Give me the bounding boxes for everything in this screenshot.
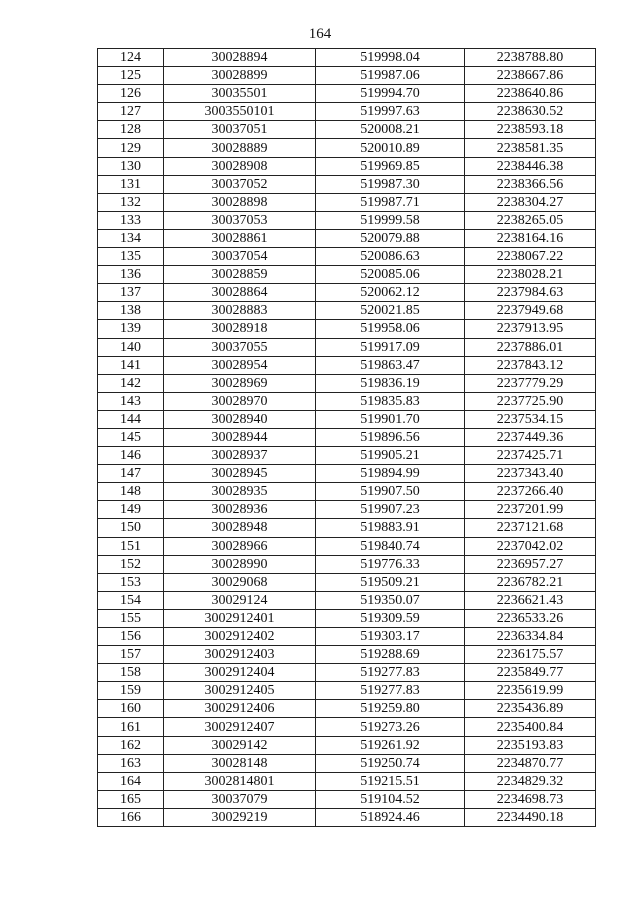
row-number-cell: 131 bbox=[98, 175, 164, 193]
point-code-cell: 30028898 bbox=[164, 193, 316, 211]
point-code-cell: 30028944 bbox=[164, 428, 316, 446]
point-code-cell: 30028945 bbox=[164, 465, 316, 483]
y-coordinate-cell: 2236175.57 bbox=[465, 646, 596, 664]
point-code-cell: 3002912401 bbox=[164, 609, 316, 627]
x-coordinate-cell: 519917.09 bbox=[316, 338, 465, 356]
y-coordinate-cell: 2237425.71 bbox=[465, 447, 596, 465]
x-coordinate-cell: 519835.83 bbox=[316, 392, 465, 410]
table-row bbox=[98, 501, 596, 519]
y-coordinate-cell: 2237779.29 bbox=[465, 374, 596, 392]
coordinates-table-body bbox=[98, 49, 596, 827]
y-coordinate-cell: 2237042.02 bbox=[465, 537, 596, 555]
table-row bbox=[98, 790, 596, 808]
table-row bbox=[98, 808, 596, 826]
x-coordinate-cell: 519896.56 bbox=[316, 428, 465, 446]
y-coordinate-cell: 2236957.27 bbox=[465, 555, 596, 573]
row-number-cell: 132 bbox=[98, 193, 164, 211]
x-coordinate-cell: 519998.04 bbox=[316, 49, 465, 67]
x-coordinate-cell: 519277.83 bbox=[316, 682, 465, 700]
x-coordinate-cell: 520085.06 bbox=[316, 266, 465, 284]
x-coordinate-cell: 520062.12 bbox=[316, 284, 465, 302]
x-coordinate-cell: 519987.06 bbox=[316, 67, 465, 85]
point-code-cell: 30037053 bbox=[164, 211, 316, 229]
x-coordinate-cell: 519905.21 bbox=[316, 447, 465, 465]
x-coordinate-cell: 520010.89 bbox=[316, 139, 465, 157]
y-coordinate-cell: 2238788.80 bbox=[465, 49, 596, 67]
point-code-cell: 30028894 bbox=[164, 49, 316, 67]
point-code-cell: 3002912402 bbox=[164, 628, 316, 646]
table-row bbox=[98, 664, 596, 682]
x-coordinate-cell: 519350.07 bbox=[316, 591, 465, 609]
point-code-cell: 30028990 bbox=[164, 555, 316, 573]
x-coordinate-cell: 520086.63 bbox=[316, 248, 465, 266]
y-coordinate-cell: 2238581.35 bbox=[465, 139, 596, 157]
row-number-cell: 142 bbox=[98, 374, 164, 392]
x-coordinate-cell: 518924.46 bbox=[316, 808, 465, 826]
point-code-cell: 30037052 bbox=[164, 175, 316, 193]
y-coordinate-cell: 2238667.86 bbox=[465, 67, 596, 85]
y-coordinate-cell: 2237913.95 bbox=[465, 320, 596, 338]
row-number-cell: 127 bbox=[98, 103, 164, 121]
x-coordinate-cell: 519863.47 bbox=[316, 356, 465, 374]
point-code-cell: 3002912405 bbox=[164, 682, 316, 700]
table-row bbox=[98, 320, 596, 338]
table-row bbox=[98, 284, 596, 302]
row-number-cell: 166 bbox=[98, 808, 164, 826]
point-code-cell: 3002912404 bbox=[164, 664, 316, 682]
row-number-cell: 150 bbox=[98, 519, 164, 537]
row-number-cell: 149 bbox=[98, 501, 164, 519]
point-code-cell: 30037051 bbox=[164, 121, 316, 139]
row-number-cell: 164 bbox=[98, 772, 164, 790]
x-coordinate-cell: 519987.71 bbox=[316, 193, 465, 211]
point-code-cell: 30028969 bbox=[164, 374, 316, 392]
row-number-cell: 143 bbox=[98, 392, 164, 410]
x-coordinate-cell: 519958.06 bbox=[316, 320, 465, 338]
coordinates-table bbox=[97, 48, 596, 827]
y-coordinate-cell: 2236334.84 bbox=[465, 628, 596, 646]
x-coordinate-cell: 519277.83 bbox=[316, 664, 465, 682]
x-coordinate-cell: 519303.17 bbox=[316, 628, 465, 646]
point-code-cell: 3002912406 bbox=[164, 700, 316, 718]
x-coordinate-cell: 519509.21 bbox=[316, 573, 465, 591]
row-number-cell: 162 bbox=[98, 736, 164, 754]
row-number-cell: 152 bbox=[98, 555, 164, 573]
y-coordinate-cell: 2234829.32 bbox=[465, 772, 596, 790]
point-code-cell: 30028954 bbox=[164, 356, 316, 374]
table-row bbox=[98, 483, 596, 501]
point-code-cell: 30028936 bbox=[164, 501, 316, 519]
x-coordinate-cell: 519907.50 bbox=[316, 483, 465, 501]
y-coordinate-cell: 2238630.52 bbox=[465, 103, 596, 121]
x-coordinate-cell: 519288.69 bbox=[316, 646, 465, 664]
page-number: 164 bbox=[308, 26, 332, 42]
x-coordinate-cell: 519969.85 bbox=[316, 157, 465, 175]
y-coordinate-cell: 2238265.05 bbox=[465, 211, 596, 229]
table-row bbox=[98, 139, 596, 157]
table-row bbox=[98, 85, 596, 103]
x-coordinate-cell: 519215.51 bbox=[316, 772, 465, 790]
y-coordinate-cell: 2235849.77 bbox=[465, 664, 596, 682]
point-code-cell: 30035501 bbox=[164, 85, 316, 103]
row-number-cell: 156 bbox=[98, 628, 164, 646]
point-code-cell: 30028864 bbox=[164, 284, 316, 302]
y-coordinate-cell: 2238028.21 bbox=[465, 266, 596, 284]
row-number-cell: 148 bbox=[98, 483, 164, 501]
table-row bbox=[98, 428, 596, 446]
x-coordinate-cell: 519273.26 bbox=[316, 718, 465, 736]
y-coordinate-cell: 2237201.99 bbox=[465, 501, 596, 519]
table-row bbox=[98, 628, 596, 646]
point-code-cell: 30028937 bbox=[164, 447, 316, 465]
point-code-cell: 30028883 bbox=[164, 302, 316, 320]
y-coordinate-cell: 2235400.84 bbox=[465, 718, 596, 736]
point-code-cell: 30028970 bbox=[164, 392, 316, 410]
row-number-cell: 135 bbox=[98, 248, 164, 266]
y-coordinate-cell: 2237949.68 bbox=[465, 302, 596, 320]
row-number-cell: 139 bbox=[98, 320, 164, 338]
table-row bbox=[98, 410, 596, 428]
y-coordinate-cell: 2237343.40 bbox=[465, 465, 596, 483]
x-coordinate-cell: 519994.70 bbox=[316, 85, 465, 103]
table-row bbox=[98, 229, 596, 247]
row-number-cell: 126 bbox=[98, 85, 164, 103]
point-code-cell: 30028948 bbox=[164, 519, 316, 537]
y-coordinate-cell: 2237725.90 bbox=[465, 392, 596, 410]
row-number-cell: 125 bbox=[98, 67, 164, 85]
row-number-cell: 154 bbox=[98, 591, 164, 609]
table-row bbox=[98, 338, 596, 356]
y-coordinate-cell: 2237121.68 bbox=[465, 519, 596, 537]
table-row bbox=[98, 157, 596, 175]
table-row bbox=[98, 121, 596, 139]
y-coordinate-cell: 2238164.16 bbox=[465, 229, 596, 247]
y-coordinate-cell: 2234698.73 bbox=[465, 790, 596, 808]
row-number-cell: 155 bbox=[98, 609, 164, 627]
row-number-cell: 146 bbox=[98, 447, 164, 465]
table-row bbox=[98, 700, 596, 718]
table-row bbox=[98, 754, 596, 772]
row-number-cell: 140 bbox=[98, 338, 164, 356]
point-code-cell: 30029068 bbox=[164, 573, 316, 591]
table-row bbox=[98, 718, 596, 736]
table-row bbox=[98, 682, 596, 700]
x-coordinate-cell: 519999.58 bbox=[316, 211, 465, 229]
x-coordinate-cell: 519104.52 bbox=[316, 790, 465, 808]
y-coordinate-cell: 2238366.56 bbox=[465, 175, 596, 193]
point-code-cell: 3002912407 bbox=[164, 718, 316, 736]
point-code-cell: 3003550101 bbox=[164, 103, 316, 121]
row-number-cell: 130 bbox=[98, 157, 164, 175]
y-coordinate-cell: 2237886.01 bbox=[465, 338, 596, 356]
x-coordinate-cell: 519259.80 bbox=[316, 700, 465, 718]
table-row bbox=[98, 193, 596, 211]
point-code-cell: 30028889 bbox=[164, 139, 316, 157]
row-number-cell: 145 bbox=[98, 428, 164, 446]
point-code-cell: 30028908 bbox=[164, 157, 316, 175]
row-number-cell: 134 bbox=[98, 229, 164, 247]
point-code-cell: 3002912403 bbox=[164, 646, 316, 664]
y-coordinate-cell: 2235619.99 bbox=[465, 682, 596, 700]
x-coordinate-cell: 519836.19 bbox=[316, 374, 465, 392]
row-number-cell: 158 bbox=[98, 664, 164, 682]
x-coordinate-cell: 519261.92 bbox=[316, 736, 465, 754]
row-number-cell: 138 bbox=[98, 302, 164, 320]
x-coordinate-cell: 519883.91 bbox=[316, 519, 465, 537]
y-coordinate-cell: 2237843.12 bbox=[465, 356, 596, 374]
table-row bbox=[98, 248, 596, 266]
point-code-cell: 3002814801 bbox=[164, 772, 316, 790]
row-number-cell: 141 bbox=[98, 356, 164, 374]
y-coordinate-cell: 2237266.40 bbox=[465, 483, 596, 501]
table-row bbox=[98, 573, 596, 591]
row-number-cell: 157 bbox=[98, 646, 164, 664]
x-coordinate-cell: 519901.70 bbox=[316, 410, 465, 428]
row-number-cell: 133 bbox=[98, 211, 164, 229]
table-row bbox=[98, 356, 596, 374]
row-number-cell: 159 bbox=[98, 682, 164, 700]
y-coordinate-cell: 2238640.86 bbox=[465, 85, 596, 103]
y-coordinate-cell: 2236782.21 bbox=[465, 573, 596, 591]
row-number-cell: 147 bbox=[98, 465, 164, 483]
y-coordinate-cell: 2238446.38 bbox=[465, 157, 596, 175]
row-number-cell: 160 bbox=[98, 700, 164, 718]
table-row bbox=[98, 211, 596, 229]
point-code-cell: 30028966 bbox=[164, 537, 316, 555]
x-coordinate-cell: 520021.85 bbox=[316, 302, 465, 320]
point-code-cell: 30028940 bbox=[164, 410, 316, 428]
point-code-cell: 30028935 bbox=[164, 483, 316, 501]
row-number-cell: 124 bbox=[98, 49, 164, 67]
table-row bbox=[98, 591, 596, 609]
table-row bbox=[98, 67, 596, 85]
point-code-cell: 30029219 bbox=[164, 808, 316, 826]
y-coordinate-cell: 2235193.83 bbox=[465, 736, 596, 754]
x-coordinate-cell: 519840.74 bbox=[316, 537, 465, 555]
table-row bbox=[98, 302, 596, 320]
table-row bbox=[98, 519, 596, 537]
row-number-cell: 151 bbox=[98, 537, 164, 555]
y-coordinate-cell: 2237449.36 bbox=[465, 428, 596, 446]
row-number-cell: 153 bbox=[98, 573, 164, 591]
point-code-cell: 30037054 bbox=[164, 248, 316, 266]
y-coordinate-cell: 2234870.77 bbox=[465, 754, 596, 772]
table-row bbox=[98, 175, 596, 193]
y-coordinate-cell: 2238304.27 bbox=[465, 193, 596, 211]
row-number-cell: 129 bbox=[98, 139, 164, 157]
table-row bbox=[98, 609, 596, 627]
x-coordinate-cell: 519250.74 bbox=[316, 754, 465, 772]
table-row bbox=[98, 537, 596, 555]
y-coordinate-cell: 2236621.43 bbox=[465, 591, 596, 609]
table-row bbox=[98, 555, 596, 573]
x-coordinate-cell: 520079.88 bbox=[316, 229, 465, 247]
row-number-cell: 161 bbox=[98, 718, 164, 736]
y-coordinate-cell: 2236533.26 bbox=[465, 609, 596, 627]
point-code-cell: 30037079 bbox=[164, 790, 316, 808]
row-number-cell: 128 bbox=[98, 121, 164, 139]
point-code-cell: 30029142 bbox=[164, 736, 316, 754]
table-row bbox=[98, 49, 596, 67]
row-number-cell: 165 bbox=[98, 790, 164, 808]
x-coordinate-cell: 519309.59 bbox=[316, 609, 465, 627]
row-number-cell: 144 bbox=[98, 410, 164, 428]
y-coordinate-cell: 2237534.15 bbox=[465, 410, 596, 428]
table-row bbox=[98, 266, 596, 284]
point-code-cell: 30028861 bbox=[164, 229, 316, 247]
table-row bbox=[98, 374, 596, 392]
row-number-cell: 137 bbox=[98, 284, 164, 302]
table-row bbox=[98, 465, 596, 483]
point-code-cell: 30028899 bbox=[164, 67, 316, 85]
x-coordinate-cell: 519907.23 bbox=[316, 501, 465, 519]
table-row bbox=[98, 447, 596, 465]
row-number-cell: 163 bbox=[98, 754, 164, 772]
y-coordinate-cell: 2238593.18 bbox=[465, 121, 596, 139]
y-coordinate-cell: 2238067.22 bbox=[465, 248, 596, 266]
point-code-cell: 30028918 bbox=[164, 320, 316, 338]
x-coordinate-cell: 519894.99 bbox=[316, 465, 465, 483]
x-coordinate-cell: 519987.30 bbox=[316, 175, 465, 193]
table-row bbox=[98, 772, 596, 790]
y-coordinate-cell: 2235436.89 bbox=[465, 700, 596, 718]
point-code-cell: 30028859 bbox=[164, 266, 316, 284]
point-code-cell: 30028148 bbox=[164, 754, 316, 772]
table-row bbox=[98, 646, 596, 664]
point-code-cell: 30029124 bbox=[164, 591, 316, 609]
x-coordinate-cell: 519776.33 bbox=[316, 555, 465, 573]
table-row bbox=[98, 392, 596, 410]
row-number-cell: 136 bbox=[98, 266, 164, 284]
y-coordinate-cell: 2237984.63 bbox=[465, 284, 596, 302]
point-code-cell: 30037055 bbox=[164, 338, 316, 356]
table-row bbox=[98, 103, 596, 121]
x-coordinate-cell: 520008.21 bbox=[316, 121, 465, 139]
table-row bbox=[98, 736, 596, 754]
x-coordinate-cell: 519997.63 bbox=[316, 103, 465, 121]
y-coordinate-cell: 2234490.18 bbox=[465, 808, 596, 826]
